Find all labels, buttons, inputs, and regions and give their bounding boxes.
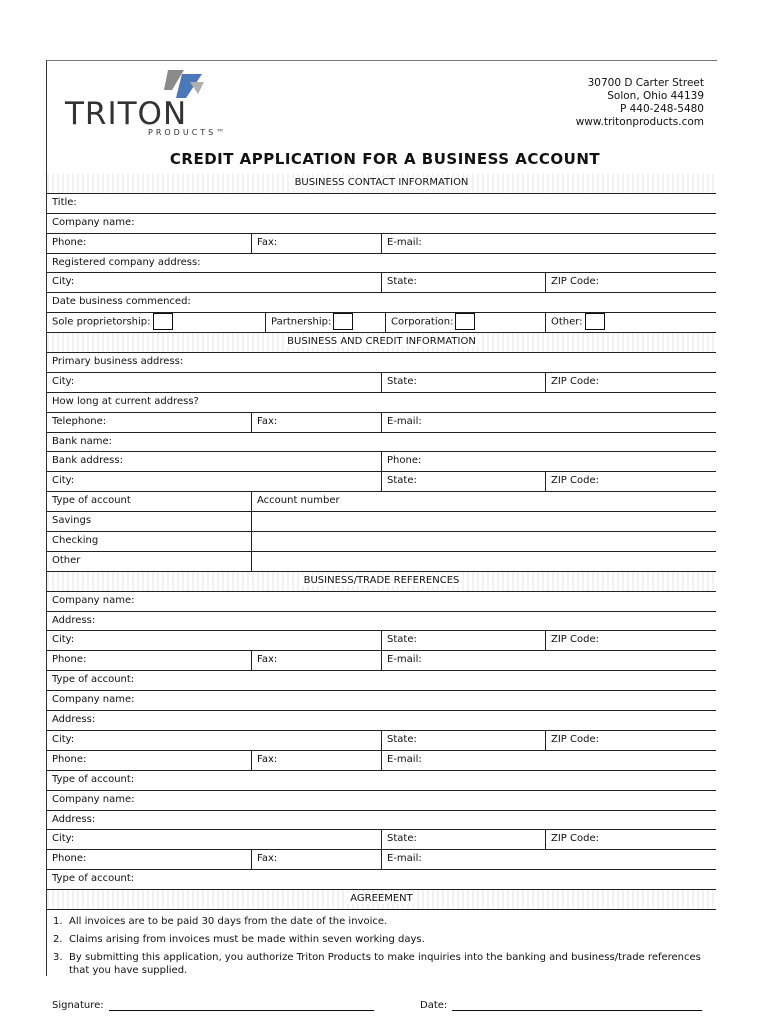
phone-field[interactable]: Phone: xyxy=(52,654,87,666)
contact-city-row xyxy=(47,273,716,293)
credit-telephone-row xyxy=(47,413,716,433)
address-website[interactable]: www.tritonproducts.com xyxy=(575,116,704,128)
savings-label: Savings xyxy=(52,515,92,527)
email-field[interactable]: E-mail: xyxy=(381,751,422,770)
ref2-company-name-field[interactable]: Company name: xyxy=(47,691,716,711)
checking-account-number-field[interactable] xyxy=(251,532,716,551)
email-field[interactable]: E-mail: xyxy=(381,850,422,869)
zip-field[interactable]: ZIP Code: xyxy=(545,830,599,849)
ref3-company-name-field[interactable]: Company name: xyxy=(47,791,716,811)
signature-label: Signature: xyxy=(52,999,104,1011)
other-account-row xyxy=(47,552,716,572)
email-field[interactable]: E-mail: xyxy=(381,651,422,670)
ref2-address-field[interactable]: Address: xyxy=(47,711,716,731)
business-type-row xyxy=(47,313,716,333)
company-logo-subtext: PRODUCTS™ xyxy=(148,128,228,137)
contact-phone-row xyxy=(47,234,716,254)
date-commenced-field[interactable]: Date business commenced: xyxy=(47,293,716,313)
corporation-label: Corporation: xyxy=(391,316,454,328)
fax-field[interactable]: Fax: xyxy=(251,413,277,432)
city-field[interactable]: City: xyxy=(52,733,75,745)
company-logo-text: TRITON xyxy=(65,96,188,132)
signature-row xyxy=(47,997,716,1017)
phone-field[interactable]: Phone: xyxy=(52,236,87,248)
agreement-list xyxy=(47,915,716,977)
other-account-label: Other xyxy=(52,554,81,566)
address-phone: P 440-248-5480 xyxy=(619,103,704,115)
address-street: 30700 D Carter Street xyxy=(587,77,704,89)
company-address xyxy=(576,77,704,129)
ref2-phone-row xyxy=(47,751,716,771)
other-account-number-field[interactable] xyxy=(251,552,716,571)
ref3-city-row xyxy=(47,830,716,850)
ref2-city-row xyxy=(47,731,716,751)
sole-proprietorship-checkbox[interactable] xyxy=(153,313,173,330)
state-field[interactable]: State: xyxy=(381,373,417,392)
savings-account-number-field[interactable] xyxy=(251,512,716,531)
bank-city-row xyxy=(47,472,716,492)
state-field[interactable]: State: xyxy=(381,830,417,849)
address-city: Solon, Ohio 44139 xyxy=(607,90,704,102)
city-field[interactable]: City: xyxy=(52,634,75,646)
savings-row xyxy=(47,512,716,532)
zip-field[interactable]: ZIP Code: xyxy=(545,373,599,392)
partnership-checkbox[interactable] xyxy=(333,313,353,330)
primary-address-field[interactable]: Primary business address: xyxy=(47,353,716,373)
city-field[interactable]: City: xyxy=(52,276,75,288)
zip-field[interactable]: ZIP Code: xyxy=(545,731,599,750)
bank-state-field[interactable]: State: xyxy=(381,472,417,491)
bank-address-row xyxy=(47,452,716,472)
agreement-item: 3. By submitting this application, you authorize Triton Products to make inquiries into the banking and business/trade references that you have supplied. xyxy=(53,951,701,976)
section-contact-header: BUSINESS CONTACT INFORMATION xyxy=(47,174,716,194)
signature-field[interactable] xyxy=(109,1010,374,1011)
credit-application-form xyxy=(47,174,716,1017)
type-of-account-label: Type of account xyxy=(52,495,131,507)
bank-city-field[interactable]: City: xyxy=(52,475,75,487)
phone-field[interactable]: Phone: xyxy=(52,853,87,865)
ref3-phone-row xyxy=(47,850,716,870)
corporation-checkbox[interactable] xyxy=(455,313,475,330)
other-label: Other: xyxy=(551,316,583,328)
ref1-address-field[interactable]: Address: xyxy=(47,612,716,632)
checking-row xyxy=(47,532,716,552)
city-field[interactable]: City: xyxy=(52,375,75,387)
title-field[interactable]: Title: xyxy=(47,194,716,214)
ref3-type-of-account-field[interactable]: Type of account: xyxy=(47,870,716,890)
city-field[interactable]: City: xyxy=(52,833,75,845)
partnership-label: Partnership: xyxy=(271,316,332,328)
email-field[interactable]: E-mail: xyxy=(381,413,422,432)
ref1-type-of-account-field[interactable]: Type of account: xyxy=(47,671,716,691)
ref1-city-row xyxy=(47,631,716,651)
state-field[interactable]: State: xyxy=(381,273,417,292)
bank-name-field[interactable]: Bank name: xyxy=(47,433,716,453)
account-number-label: Account number xyxy=(251,492,340,511)
ref1-company-name-field[interactable]: Company name: xyxy=(47,592,716,612)
checking-label: Checking xyxy=(52,535,99,547)
form-title: CREDIT APPLICATION FOR A BUSINESS ACCOUNT xyxy=(169,150,601,168)
agreement-item: 2. Claims arising from invoices must be made within seven working days. xyxy=(53,933,425,945)
date-label: Date: xyxy=(420,999,448,1011)
state-field[interactable]: State: xyxy=(381,731,417,750)
ref2-type-of-account-field[interactable]: Type of account: xyxy=(47,771,716,791)
account-header-row xyxy=(47,492,716,512)
other-checkbox[interactable] xyxy=(585,313,605,330)
date-field[interactable] xyxy=(452,1010,702,1011)
telephone-field[interactable]: Telephone: xyxy=(52,415,107,427)
zip-field[interactable]: ZIP Code: xyxy=(545,273,599,292)
section-agreement-header: AGREEMENT xyxy=(47,890,716,910)
bank-phone-field[interactable]: Phone: xyxy=(381,452,421,471)
phone-field[interactable]: Phone: xyxy=(52,753,87,765)
email-field[interactable]: E-mail: xyxy=(381,234,422,253)
bank-address-field[interactable]: Bank address: xyxy=(52,455,123,467)
fax-field[interactable]: Fax: xyxy=(251,234,277,253)
agreement-item: 1. All invoices are to be paid 30 days from the date of the invoice. xyxy=(53,915,388,927)
section-credit-header: BUSINESS AND CREDIT INFORMATION xyxy=(47,333,716,353)
how-long-field[interactable]: How long at current address? xyxy=(47,393,716,413)
credit-city-row xyxy=(47,373,716,393)
sole-proprietorship-label: Sole proprietorship: xyxy=(52,316,151,328)
bank-zip-field[interactable]: ZIP Code: xyxy=(545,472,599,491)
zip-field[interactable]: ZIP Code: xyxy=(545,631,599,650)
fax-field[interactable]: Fax: xyxy=(251,651,277,670)
fax-field[interactable]: Fax: xyxy=(251,751,277,770)
state-field[interactable]: State: xyxy=(381,631,417,650)
ref1-phone-row xyxy=(47,651,716,671)
ref3-address-field[interactable]: Address: xyxy=(47,811,716,831)
registered-address-field[interactable]: Registered company address: xyxy=(47,254,716,274)
fax-field[interactable]: Fax: xyxy=(251,850,277,869)
section-references-header: BUSINESS/TRADE REFERENCES xyxy=(47,572,716,592)
company-name-field[interactable]: Company name: xyxy=(47,214,716,234)
